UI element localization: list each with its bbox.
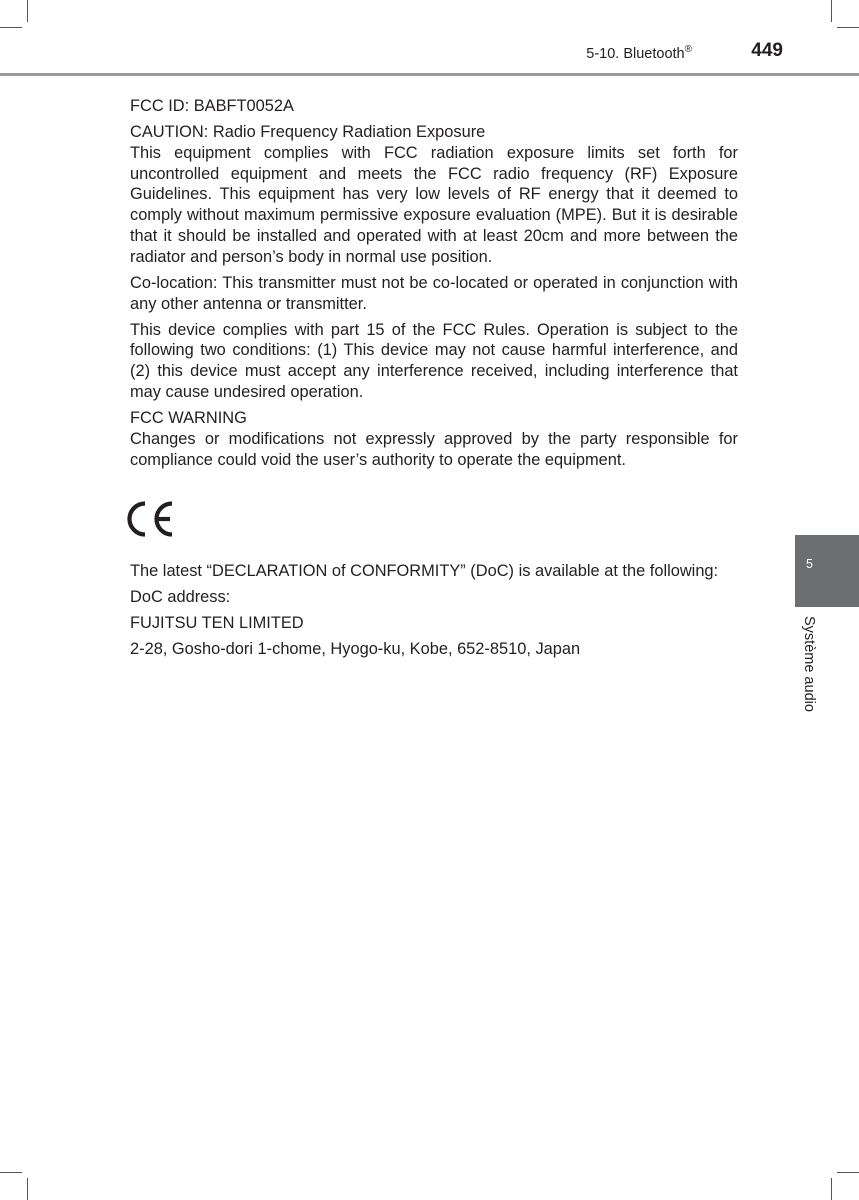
crop-mark — [837, 1172, 859, 1173]
warning-title: FCC WARNING — [130, 408, 247, 427]
fcc-id: FCC ID: BABFT0052A — [130, 97, 294, 115]
crop-mark — [831, 0, 832, 22]
crop-mark — [831, 1178, 832, 1200]
ce-mark-icon — [126, 499, 178, 539]
crop-mark — [27, 0, 28, 22]
warning-text: Changes or modifications not expressly approved by the party responsible for compliance could void the user’s authority to operate the equipment. — [130, 429, 738, 469]
doc-address-label: DoC address: — [130, 587, 231, 606]
doc-text: The latest “DECLARATION of CONFORMITY” (DoC) is available at the following: — [130, 562, 719, 580]
chapter-number: 5 — [806, 557, 813, 571]
registered-mark: ® — [684, 44, 692, 55]
section-title-text: 5-10. Bluetooth — [586, 45, 685, 62]
crop-mark — [27, 1178, 28, 1200]
chapter-tab — [795, 535, 859, 607]
part15-text: This device complies with part 15 of the FCC Rules. Operation is subject to the following two conditions: (1) This device may not cause harmful interference, and (2) this device must accept any interference received, including interference that may cause undesired operation. — [130, 320, 738, 401]
section-title — [586, 44, 692, 62]
caution-text: This equipment complies with FCC radiation exposure limits set forth for uncontrolled equipment and meets the FCC radio frequency (RF) Exposure Guidelines. This equipment has very low levels of RF energy that it deemed to comply without maximum permissive exposure evaluation (MPE). But it is desirable that it should be installed and operated with at least 20cm and more between the radiator and person’s body in normal use position. — [130, 143, 738, 266]
doc-content — [130, 561, 738, 665]
chapter-title: Système audio — [801, 616, 817, 712]
header-rule — [0, 73, 859, 76]
crop-mark — [0, 27, 22, 28]
crop-mark — [837, 27, 859, 28]
company-name: FUJITSU TEN LIMITED — [130, 613, 304, 632]
crop-mark — [0, 1172, 22, 1173]
page-number: 449 — [751, 40, 783, 61]
company-address: 2-28, Gosho-dori 1-chome, Hyogo-ku, Kobe, 652-8510, Japan — [130, 639, 581, 658]
colocation-text: Co-location: This transmitter must not be co-located or operated in conjunction with any other antenna or transmitter. — [130, 273, 738, 313]
caution-title: CAUTION: Radio Frequency Radiation Exposure — [130, 122, 486, 141]
main-content — [130, 96, 738, 475]
